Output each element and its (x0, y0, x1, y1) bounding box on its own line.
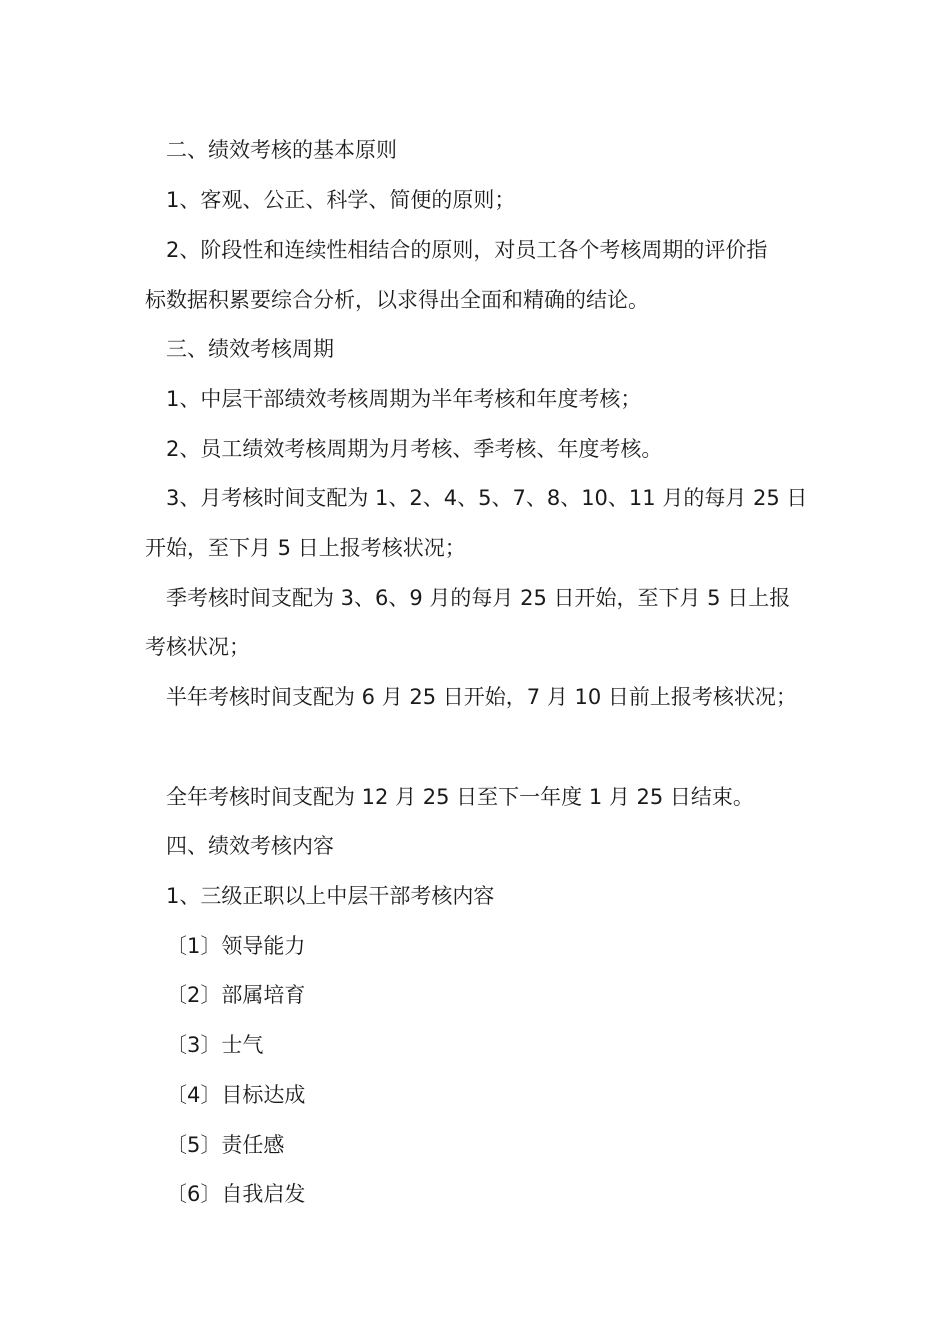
paragraph-line: 半年考核时间支配为 6 月 25 日开始，7 月 10 日前上报考核状况； (166, 685, 797, 709)
list-item: 〔6〕自我启发 (166, 1182, 306, 1206)
section-heading-principles: 二、绩效考核的基本原则 (166, 138, 397, 162)
section-heading-cycle: 三、绩效考核周期 (166, 337, 334, 361)
list-item: 〔3〕士气 (166, 1033, 264, 1057)
paragraph-line: 2、阶段性和连续性相结合的原则，对员工各个考核周期的评价指 (166, 238, 768, 262)
list-item: 〔4〕目标达成 (166, 1083, 306, 1107)
list-item: 〔2〕部属培育 (166, 983, 306, 1007)
paragraph-line: 开始，至下月 5 日上报考核状况； (145, 536, 466, 560)
paragraph-line: 季考核时间支配为 3、6、9 月的每月 25 日开始，至下月 5 日上报 (166, 586, 791, 610)
paragraph-line: 全年考核时间支配为 12 月 25 日至下一年度 1 月 25 日结束。 (166, 785, 754, 809)
paragraph-line: 考核状况； (145, 635, 250, 659)
paragraph-line: 标数据积累要综合分析，以求得出全面和精确的结论。 (145, 288, 649, 312)
list-item: 〔1〕领导能力 (166, 934, 306, 958)
section-heading-content: 四、绩效考核内容 (166, 834, 334, 858)
paragraph-line: 3、月考核时间支配为 1、2、4、5、7、8、10、11 月的每月 25 日 (166, 486, 808, 510)
paragraph-line: 1、客观、公正、科学、简便的原则； (166, 188, 516, 212)
paragraph-line: 1、三级正职以上中层干部考核内容 (166, 884, 495, 908)
paragraph-line: 2、员工绩效考核周期为月考核、季考核、年度考核。 (166, 437, 663, 461)
paragraph-line: 1、中层干部绩效考核周期为半年考核和年度考核； (166, 387, 642, 411)
list-item: 〔5〕责任感 (166, 1133, 285, 1157)
